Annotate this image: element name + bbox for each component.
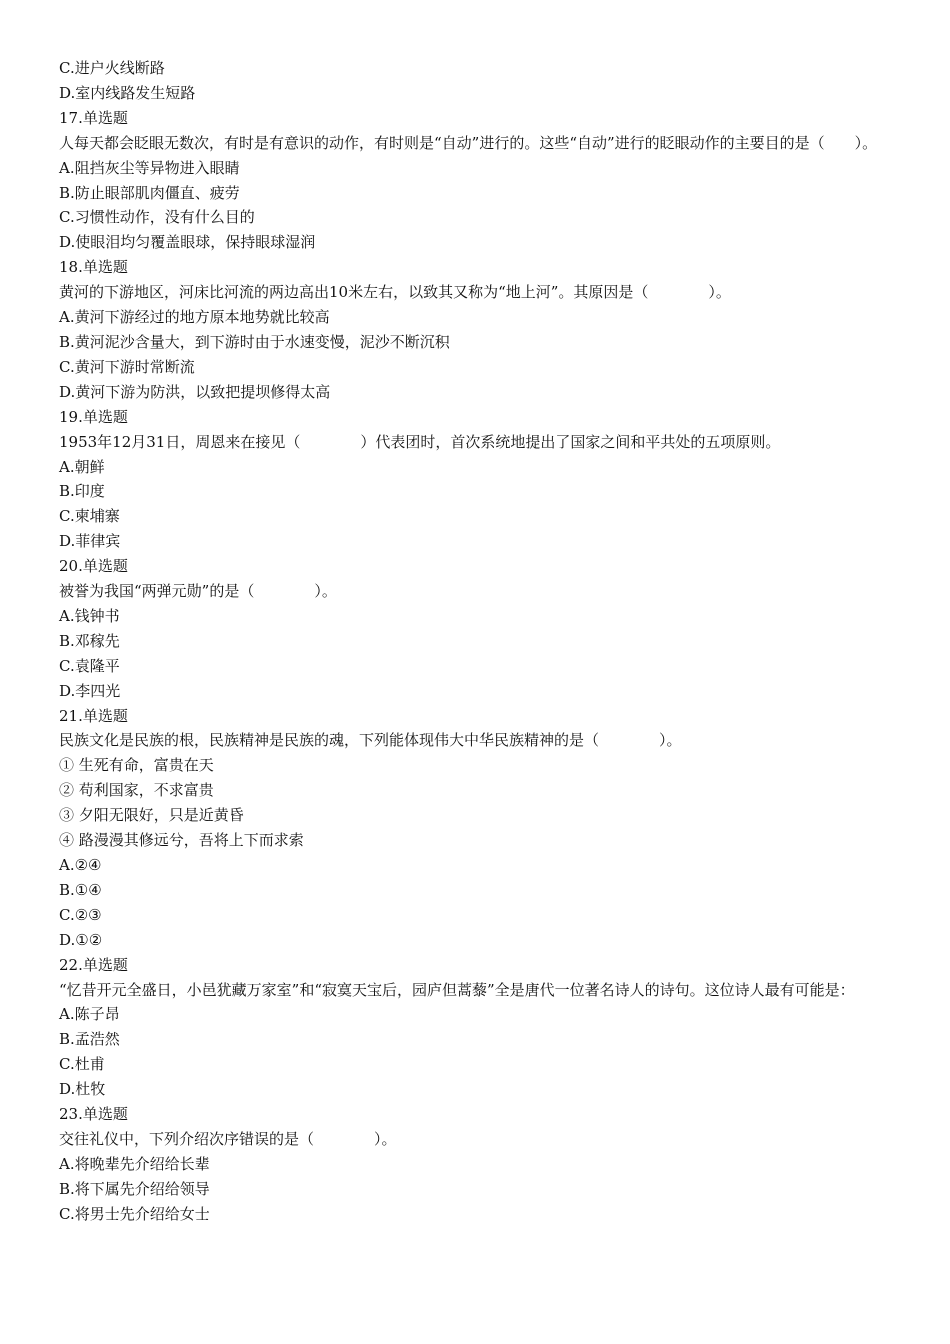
question-22-header: 22.单选题 <box>59 955 128 974</box>
option-b-23: B.将下属先介绍给领导 <box>59 1179 210 1198</box>
question-23-stem: 交往礼仪中，下列介绍次序错误的是（ ）。 <box>59 1129 397 1148</box>
question-19-stem: 1953年12月31日，周恩来在接见（ ）代表团时，首次系统地提出了国家之间和平共处的五项原则。 <box>59 432 781 451</box>
option-c-18: C.黄河下游时常断流 <box>59 357 195 376</box>
option-c-19: C.柬埔寨 <box>59 507 120 526</box>
option-d-20: D.李四光 <box>59 681 121 700</box>
option-a-22: A.陈子昂 <box>59 1005 120 1024</box>
option-b-19: B.印度 <box>59 482 105 501</box>
option-c-17: C.习惯性动作，没有什么目的 <box>59 208 255 227</box>
option-c-16: C.进户火线断路 <box>59 59 165 77</box>
question-18-stem: 黄河的下游地区，河床比河流的两边高出10米左右，以致其又称为“地上河”。其原因是（ ）。 <box>59 283 731 302</box>
option-a-18: A.黄河下游经过的地方原本地势就比较高 <box>59 308 330 327</box>
option-b-20: B.邓稼先 <box>59 631 120 650</box>
statement-2-21: ② 苟利国家，不求富贵 <box>59 781 214 800</box>
option-d-17: D.使眼泪均匀覆盖眼球，保持眼球湿润 <box>59 233 316 252</box>
option-b-22: B.孟浩然 <box>59 1030 120 1049</box>
option-b-21: B.①④ <box>59 880 102 899</box>
option-a-23: A.将晚辈先介绍给长辈 <box>59 1154 210 1173</box>
statement-3-21: ③ 夕阳无限好，只是近黄昏 <box>59 806 244 825</box>
question-21-stem: 民族文化是民族的根，民族精神是民族的魂，下列能体现伟大中华民族精神的是（ ）。 <box>59 731 682 750</box>
question-19-header: 19.单选题 <box>59 407 128 426</box>
question-17-header: 17.单选题 <box>59 108 128 127</box>
question-22-stem: “忆昔开元全盛日，小邑犹藏万家室”和“寂寞天宝后，园庐但蒿藜”全是唐代一位著名诗人的诗句。这位诗人最有可能是： <box>59 980 855 999</box>
statement-4-21: ④ 路漫漫其修远兮，吾将上下而求索 <box>59 831 304 850</box>
option-d-22: D.杜牧 <box>59 1080 106 1099</box>
option-c-23: C.将男士先介绍给女士 <box>59 1204 210 1223</box>
option-c-22: C.杜甫 <box>59 1055 105 1074</box>
question-23-header: 23.单选题 <box>59 1105 128 1124</box>
option-a-17: A.阻挡灰尘等异物进入眼睛 <box>59 158 240 177</box>
question-17-stem: 人每天都会眨眼无数次，有时是有意识的动作，有时则是“自动”进行的。这些“自动”进行的眨眼动作的主要目的是（ ）。 <box>59 133 878 152</box>
option-c-21: C.②③ <box>59 905 102 924</box>
option-c-20: C.袁隆平 <box>59 656 120 675</box>
option-d-18: D.黄河下游为防洪，以致把提坝修得太高 <box>59 382 331 401</box>
option-d-19: D.菲律宾 <box>59 532 121 551</box>
option-a-19: A.朝鲜 <box>59 457 105 476</box>
question-21-header: 21.单选题 <box>59 706 128 725</box>
option-b-18: B.黄河泥沙含量大，到下游时由于水速变慢，泥沙不断沉积 <box>59 332 450 351</box>
option-a-20: A.钱钟书 <box>59 606 120 625</box>
option-d-21: D.①② <box>59 930 103 949</box>
option-a-21: A.②④ <box>59 856 102 874</box>
question-18-header: 18.单选题 <box>59 258 128 277</box>
question-20-header: 20.单选题 <box>59 557 128 576</box>
question-20-stem: 被誉为我国“两弹元勋”的是（ ）。 <box>59 582 337 601</box>
option-d-16: D.室内线路发生短路 <box>59 83 196 102</box>
option-b-17: B.防止眼部肌肉僵直、疲劳 <box>59 183 240 202</box>
statement-1-21: ① 生死有命，富贵在天 <box>59 756 214 775</box>
